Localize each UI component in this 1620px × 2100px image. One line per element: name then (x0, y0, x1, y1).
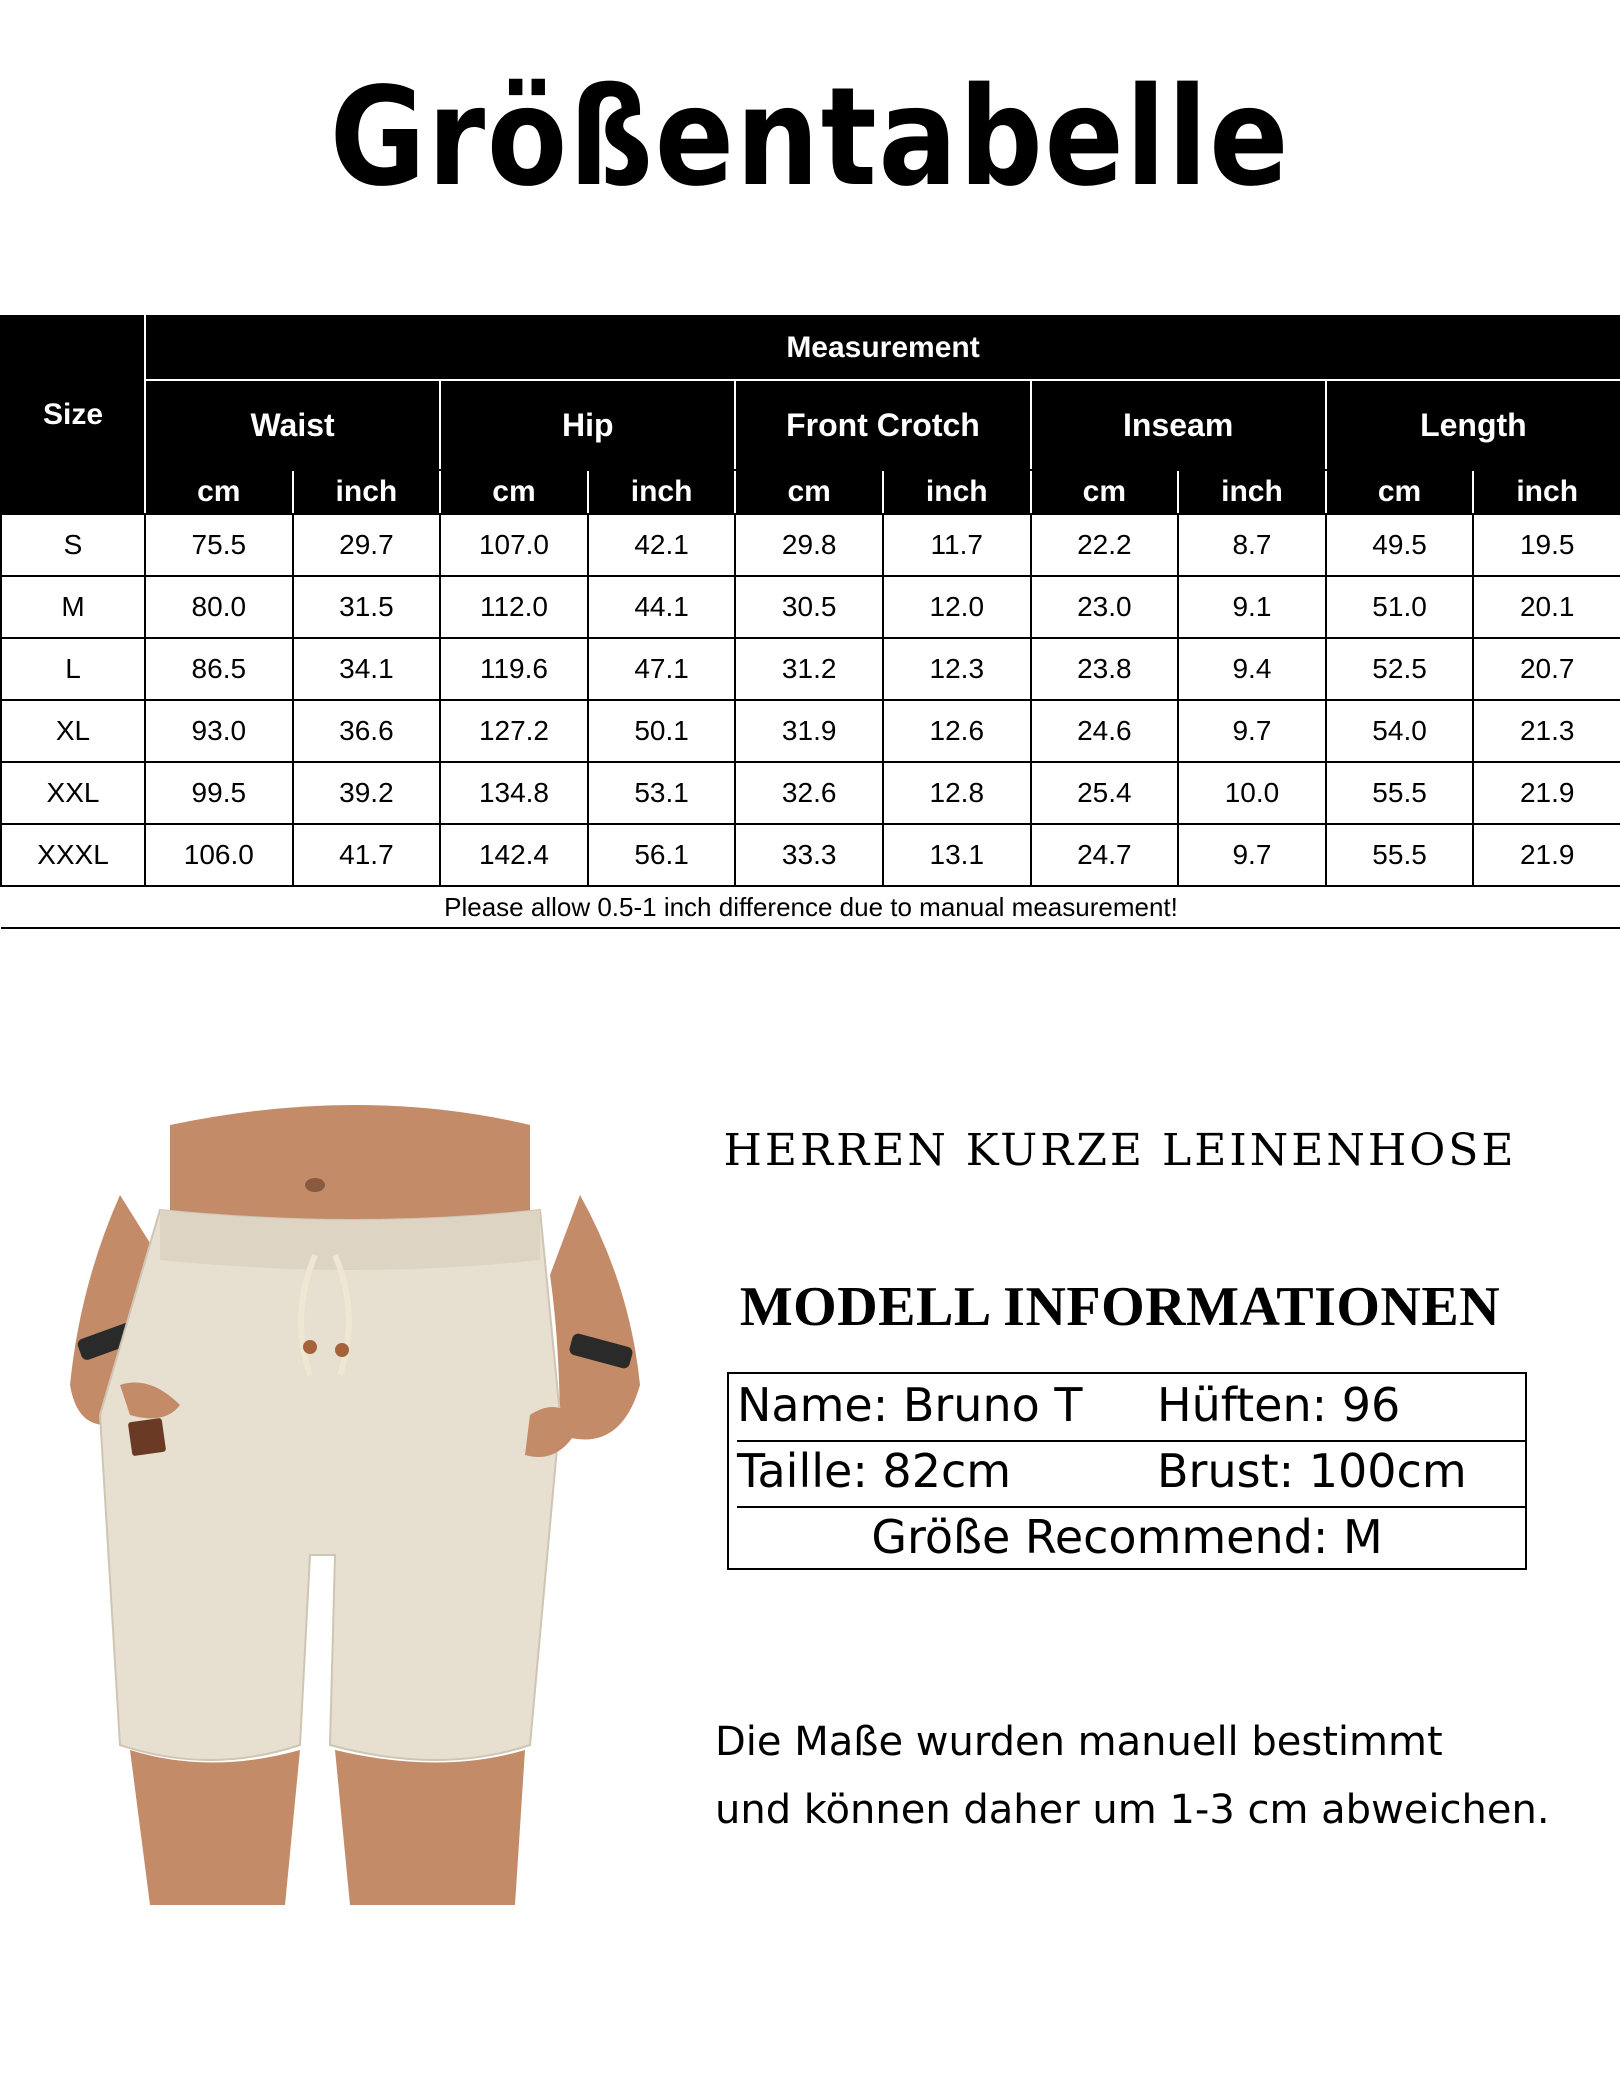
size-cell: L (1, 638, 145, 700)
unit-header: inch (883, 470, 1031, 514)
measurement-cell: 9.7 (1178, 824, 1326, 886)
unit-header: cm (145, 470, 293, 514)
measurement-cell: 49.5 (1326, 514, 1474, 576)
measurement-cell: 19.5 (1473, 514, 1620, 576)
measurement-disclaimer (715, 1708, 1595, 1844)
measurement-cell: 39.2 (293, 762, 441, 824)
model-info-box (727, 1372, 1527, 1570)
measurement-cell: 9.1 (1178, 576, 1326, 638)
size-cell: XL (1, 700, 145, 762)
measurement-cell: 47.1 (588, 638, 736, 700)
group-header-length: Length (1326, 380, 1620, 470)
measurement-cell: 112.0 (440, 576, 588, 638)
model-waist: Taille: 82cm (737, 1444, 1012, 1498)
measurement-cell: 99.5 (145, 762, 293, 824)
model-size: Größe Recommend: M (871, 1510, 1383, 1564)
measurement-cell: 21.3 (1473, 700, 1620, 762)
measurement-cell: 13.1 (883, 824, 1031, 886)
size-row (1, 576, 1620, 638)
unit-header: cm (735, 470, 883, 514)
measurement-cell: 56.1 (588, 824, 736, 886)
size-header: Size (1, 316, 145, 514)
right-leg (335, 1750, 525, 1905)
measurement-cell: 75.5 (145, 514, 293, 576)
leather-patch (128, 1418, 166, 1456)
measurement-cell: 93.0 (145, 700, 293, 762)
measurement-cell: 53.1 (588, 762, 736, 824)
measurement-cell: 23.0 (1031, 576, 1179, 638)
page-title: Größentabelle (329, 59, 1291, 217)
unit-header: inch (293, 470, 441, 514)
size-cell: XXXL (1, 824, 145, 886)
size-row (1, 824, 1620, 886)
measurement-cell: 50.1 (588, 700, 736, 762)
size-row (1, 638, 1620, 700)
size-row (1, 762, 1620, 824)
measurement-cell: 22.2 (1031, 514, 1179, 576)
unit-header: inch (1178, 470, 1326, 514)
measurement-cell: 30.5 (735, 576, 883, 638)
bead (303, 1340, 317, 1354)
model-info-row (737, 1440, 1525, 1508)
measurement-cell: 21.9 (1473, 762, 1620, 824)
measurement-cell: 44.1 (588, 576, 736, 638)
model-info-heading: MODELL INFORMATIONEN (739, 1276, 1501, 1338)
measurement-cell: 127.2 (440, 700, 588, 762)
measurement-note: Please allow 0.5-1 inch difference due to manual measurement! (1, 886, 1620, 928)
measurement-cell: 12.0 (883, 576, 1031, 638)
measurement-cell: 36.6 (293, 700, 441, 762)
measurement-header: Measurement (145, 316, 1620, 380)
measurement-cell: 31.2 (735, 638, 883, 700)
measurement-cell: 119.6 (440, 638, 588, 700)
size-row (1, 514, 1620, 576)
bead (335, 1343, 349, 1357)
measurement-cell: 51.0 (1326, 576, 1474, 638)
group-header-front-crotch: Front Crotch (735, 380, 1030, 470)
measurement-cell: 20.1 (1473, 576, 1620, 638)
size-chart-table (0, 315, 1620, 929)
measurement-cell: 80.0 (145, 576, 293, 638)
size-cell: S (1, 514, 145, 576)
measurement-cell: 12.3 (883, 638, 1031, 700)
group-header-inseam: Inseam (1031, 380, 1326, 470)
group-header-waist: Waist (145, 380, 440, 470)
measurement-cell: 142.4 (440, 824, 588, 886)
measurement-cell: 33.3 (735, 824, 883, 886)
model-info-row (729, 1506, 1525, 1572)
measurement-cell: 10.0 (1178, 762, 1326, 824)
model-info-row (737, 1374, 1525, 1442)
measurement-cell: 52.5 (1326, 638, 1474, 700)
unit-header: cm (1031, 470, 1179, 514)
measurement-cell: 12.6 (883, 700, 1031, 762)
measurement-cell: 29.8 (735, 514, 883, 576)
measurement-cell: 32.6 (735, 762, 883, 824)
shorts (100, 1210, 560, 1760)
measurement-cell: 9.7 (1178, 700, 1326, 762)
model-hips: Hüften: 96 (1157, 1378, 1401, 1432)
measurement-cell: 20.7 (1473, 638, 1620, 700)
measurement-cell: 55.5 (1326, 762, 1474, 824)
size-cell: XXL (1, 762, 145, 824)
unit-header: cm (440, 470, 588, 514)
measurement-cell: 42.1 (588, 514, 736, 576)
measurement-cell: 8.7 (1178, 514, 1326, 576)
measurement-cell: 54.0 (1326, 700, 1474, 762)
measurement-cell: 29.7 (293, 514, 441, 576)
measurement-cell: 31.5 (293, 576, 441, 638)
measurement-cell: 86.5 (145, 638, 293, 700)
model-name: Name: Bruno T (737, 1378, 1083, 1432)
measurement-cell: 25.4 (1031, 762, 1179, 824)
disclaimer-line: und können daher um 1-3 cm abweichen. (715, 1787, 1550, 1833)
navel (305, 1178, 325, 1192)
measurement-cell: 21.9 (1473, 824, 1620, 886)
size-row (1, 700, 1620, 762)
measurement-cell: 41.7 (293, 824, 441, 886)
measurement-cell: 24.6 (1031, 700, 1179, 762)
measurement-cell: 31.9 (735, 700, 883, 762)
unit-header: inch (588, 470, 736, 514)
unit-header: inch (1473, 470, 1620, 514)
measurement-cell: 23.8 (1031, 638, 1179, 700)
measurement-cell: 107.0 (440, 514, 588, 576)
measurement-cell: 55.5 (1326, 824, 1474, 886)
product-title: HERREN KURZE LEINENHOSE (723, 1125, 1517, 1176)
measurement-cell: 134.8 (440, 762, 588, 824)
left-leg (130, 1750, 300, 1905)
size-cell: M (1, 576, 145, 638)
right-arm (550, 1195, 640, 1439)
measurement-cell: 9.4 (1178, 638, 1326, 700)
measurement-cell: 11.7 (883, 514, 1031, 576)
group-header-hip: Hip (440, 380, 735, 470)
model-photo (60, 1085, 660, 1905)
measurement-cell: 12.8 (883, 762, 1031, 824)
measurement-cell: 106.0 (145, 824, 293, 886)
disclaimer-line: Die Maße wurden manuell bestimmt (715, 1719, 1443, 1765)
torso-skin (170, 1105, 530, 1225)
model-chest: Brust: 100cm (1157, 1444, 1467, 1498)
measurement-cell: 24.7 (1031, 824, 1179, 886)
measurement-cell: 34.1 (293, 638, 441, 700)
unit-header: cm (1326, 470, 1474, 514)
